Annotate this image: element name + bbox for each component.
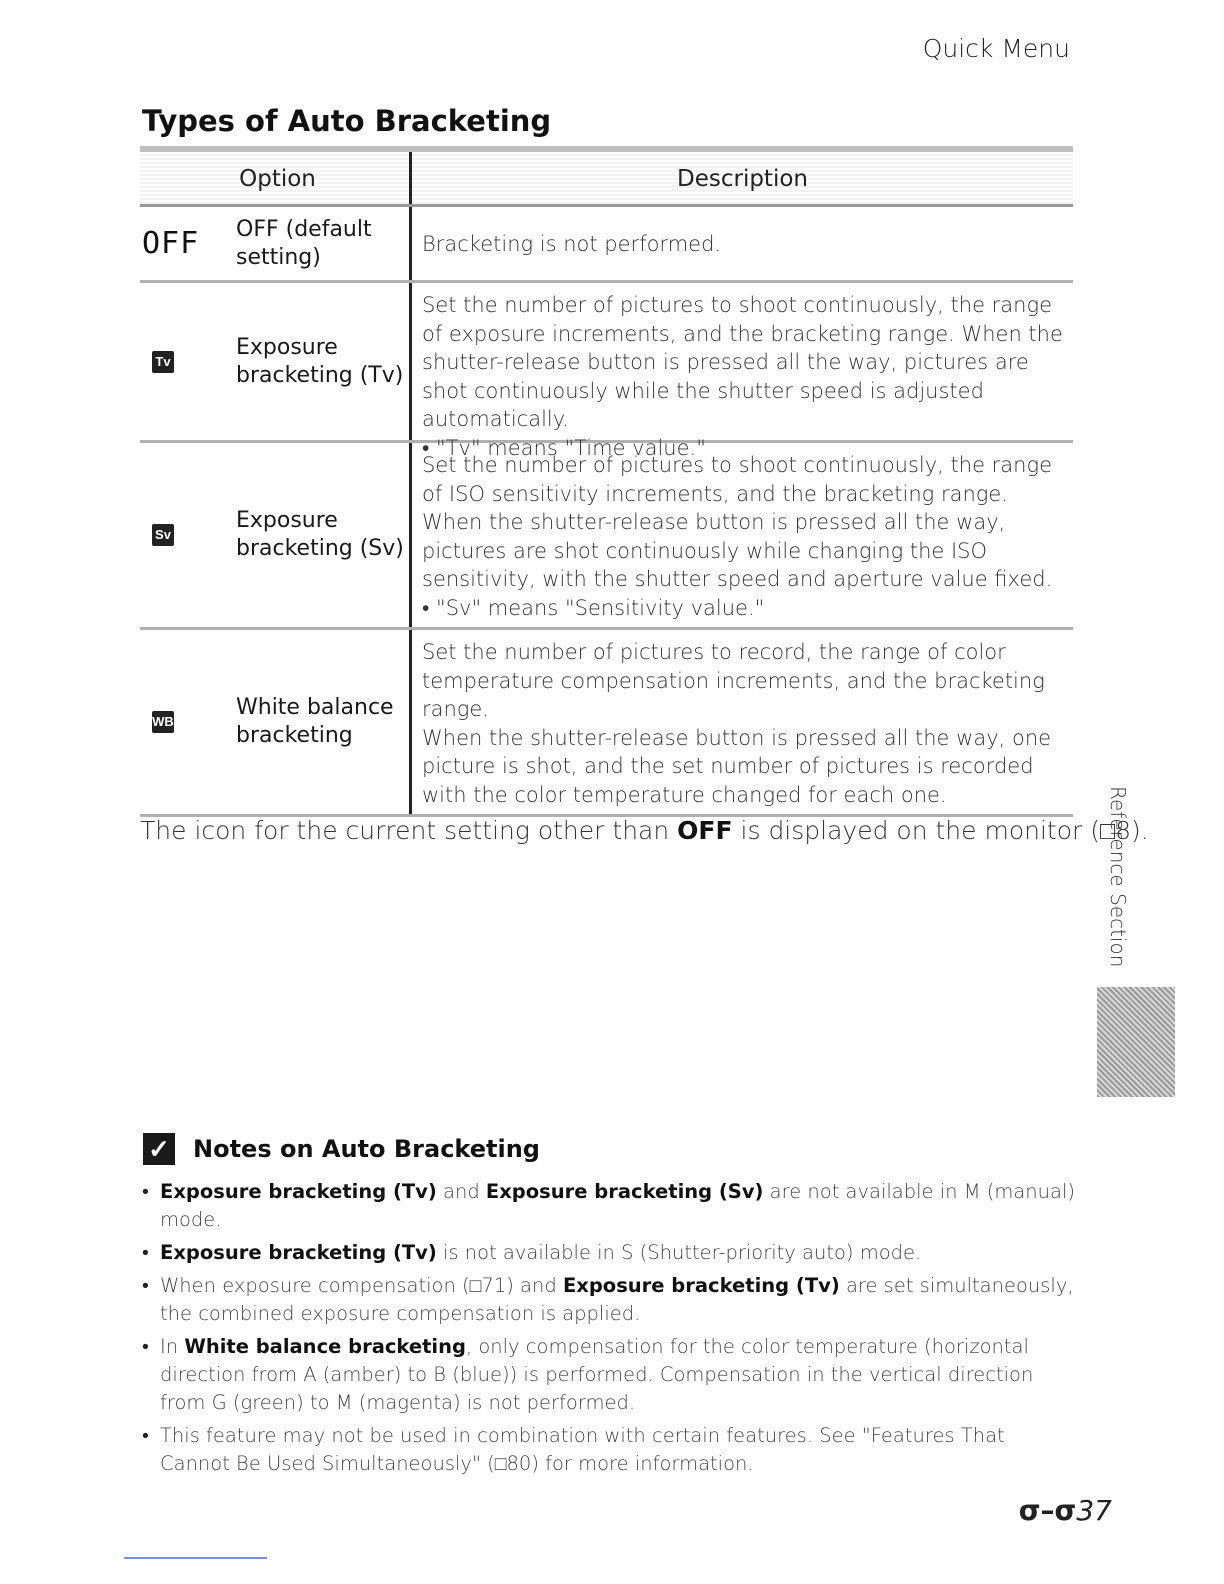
option-name: Exposure bracketing (Sv) bbox=[236, 443, 412, 627]
note-item: • Exposure bracketing (Tv) and Exposure bracketing (Sv) are not available in M (manual) mode. bbox=[142, 1178, 1077, 1234]
table-row-off bbox=[140, 207, 1073, 283]
table-header bbox=[140, 146, 1073, 207]
page-number: σ–σ37 bbox=[1018, 1494, 1112, 1527]
section-title: Types of Auto Bracketing bbox=[142, 104, 552, 138]
option-name: Exposure bracketing (Tv) bbox=[236, 283, 412, 440]
option-description: Set the number of pictures to shoot continuously, the range of exposure increments, and the bracketing range. When the shutter-release button is pressed all the way, pictures are shot continuously while the shutter speed is adjusted automatically. • "Tv" means "Time value." bbox=[412, 283, 1073, 440]
reference-section-icon: σ–σ bbox=[1018, 1494, 1077, 1527]
description-bullet: • "Tv" means "Time value." bbox=[422, 434, 1063, 463]
note-item: • In White balance bracketing, only compensation for the color temperature (horizontal direction from A (amber) to B (blue)) is performed. Compensation in the vertical direction from G (green) to M (magenta) is not performed. bbox=[142, 1333, 1077, 1417]
side-tab-marker bbox=[1097, 987, 1175, 1097]
sv-icon: Sv bbox=[140, 443, 236, 627]
description-bullet: • "Sv" means "Sensitivity value." bbox=[422, 594, 1063, 623]
option-description: Set the number of pictures to record, the range of color temperature compensation increments, and the bracketing range. When the shutter-release button is pressed all the way, one picture is shot, and the set number of pictures is recorded with the color temperature changed for each one. bbox=[422, 640, 1052, 807]
option-description: Set the number of pictures to shoot continuously, the range of ISO sensitivity increments, and the bracketing range. When the shutter-release button is pressed all the way, pictures are shot continuously while changing the ISO sensitivity, with the shutter speed and aperture value fixed. • "Sv" means "Sensitivity value." bbox=[412, 443, 1073, 627]
note-item: • Exposure bracketing (Tv) is not available in S (Shutter-priority auto) mode. bbox=[142, 1239, 1077, 1267]
table-row-tv bbox=[140, 283, 1073, 460]
side-tab-label: Reference Section bbox=[1106, 786, 1130, 968]
note-item: • This feature may not be used in combination with certain features. See "Features That Cannot Be Used Simultaneously" (□80) for more information. bbox=[142, 1422, 1077, 1478]
header-option: Option bbox=[140, 152, 412, 204]
option-name: OFF (default setting) bbox=[236, 207, 412, 280]
bracketing-table bbox=[140, 146, 1073, 817]
tv-icon: Tv bbox=[140, 283, 236, 440]
check-mark-icon: ✓ bbox=[143, 1133, 175, 1165]
running-head: Quick Menu bbox=[922, 34, 1070, 63]
option-description: Bracketing is not performed. bbox=[422, 232, 722, 257]
note-item: • When exposure compensation (□71) and Exposure bracketing (Tv) are set simultaneously, the combined exposure compensation is applied. bbox=[142, 1272, 1077, 1328]
table-row-wb bbox=[140, 630, 1073, 817]
notes-list bbox=[142, 1178, 1077, 1483]
header-description: Description bbox=[677, 166, 808, 192]
footer-rule bbox=[124, 1557, 267, 1559]
option-name: White balance bracketing bbox=[236, 630, 412, 814]
table-row-sv bbox=[140, 443, 1073, 630]
monitor-note: The icon for the current setting other than OFF is displayed on the monitor (□8). bbox=[140, 816, 1149, 845]
wb-icon: WB bbox=[140, 630, 236, 814]
notes-header bbox=[143, 1133, 540, 1165]
off-icon: OFF bbox=[142, 226, 200, 261]
notes-title: Notes on Auto Bracketing bbox=[193, 1135, 540, 1163]
